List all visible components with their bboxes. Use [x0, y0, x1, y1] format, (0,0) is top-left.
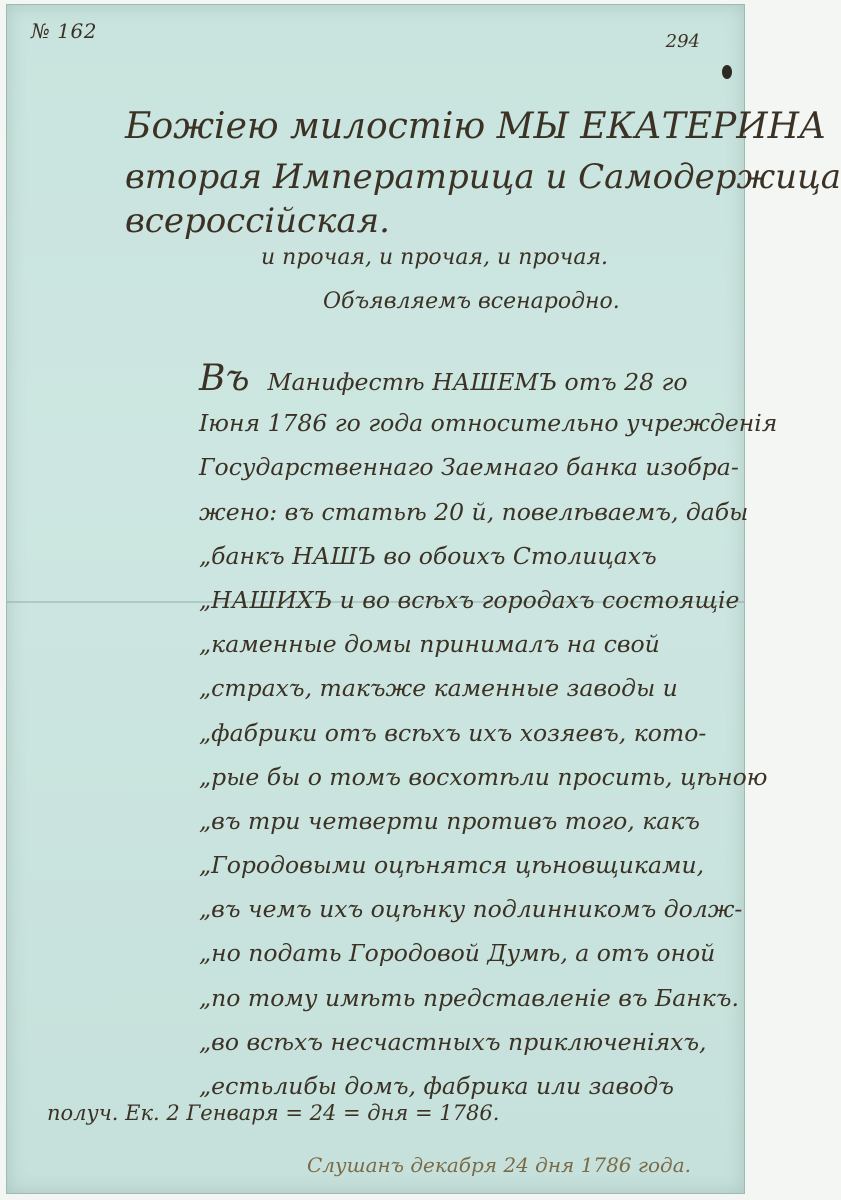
body-line: „фабрики отъ всѣхъ ихъ хозяевъ, кото- — [199, 718, 707, 747]
ink-blot — [722, 65, 732, 79]
hearing-note: Слушанъ декабря 24 дня 1786 года. — [307, 1153, 691, 1177]
body-line-text: Манифестѣ НАШЕМЪ отъ 28 го — [267, 368, 688, 396]
title-etc: и прочая, и прочая, и прочая. — [261, 245, 609, 270]
title-line-2: вторая Императрица и Самодержица — [125, 157, 841, 197]
title-line-3: всероссiйская. — [125, 201, 390, 241]
receipt-note: получ. Ек. 2 Генваря = 24 = дня = 1786. — [47, 1101, 500, 1125]
body-line: „НАШИХЪ и во всѣхъ городахъ состоящiе — [199, 585, 740, 614]
body-line: „во всѣхъ несчастныхъ приключенiяхъ, — [199, 1027, 707, 1056]
body-line: „по тому имѣть представленiе въ Банкъ. — [199, 983, 739, 1012]
body-line: „страхъ, такъже каменные заводы и — [199, 674, 678, 703]
body-line: „каменные домы принималъ на свой — [199, 630, 660, 659]
body-line: Iюня 1786 го года относительно учрежденiя — [199, 409, 778, 438]
initial-letter: Въ — [199, 358, 250, 399]
body-line: „банкъ НАШЪ во обоихъ Столицахъ — [199, 541, 657, 570]
manuscript-page — [6, 4, 841, 1194]
body-line: „рые бы о томъ восхотѣли просить, цѣною — [199, 762, 768, 791]
archive-number: № 162 — [31, 19, 97, 43]
body-line — [199, 357, 739, 401]
body-line: Государственнаго Заемнаго банка изобра- — [199, 453, 739, 482]
body-line: „въ три четверти противъ того, какъ — [199, 806, 700, 835]
body-line: „Городовыми оцѣнятся цѣновщиками, — [199, 851, 705, 880]
proclamation: Объявляемъ всенародно. — [323, 289, 620, 314]
folio-number: 294 — [665, 31, 700, 52]
title-line-1: Божiею милостiю МЫ ЕКАТЕРИНА — [125, 106, 827, 147]
manifesto-body — [199, 357, 778, 1108]
body-line: „но подать Городовой Думѣ, а отъ оной — [199, 939, 716, 968]
body-line: „въ чемъ ихъ оцѣнку подлинникомъ долж- — [199, 895, 743, 924]
body-line: жено: въ статьѣ 20 й, повелѣваемъ, дабы — [199, 497, 749, 526]
body-line: „естьлибы домъ, фабрика или заводъ — [199, 1072, 674, 1100]
